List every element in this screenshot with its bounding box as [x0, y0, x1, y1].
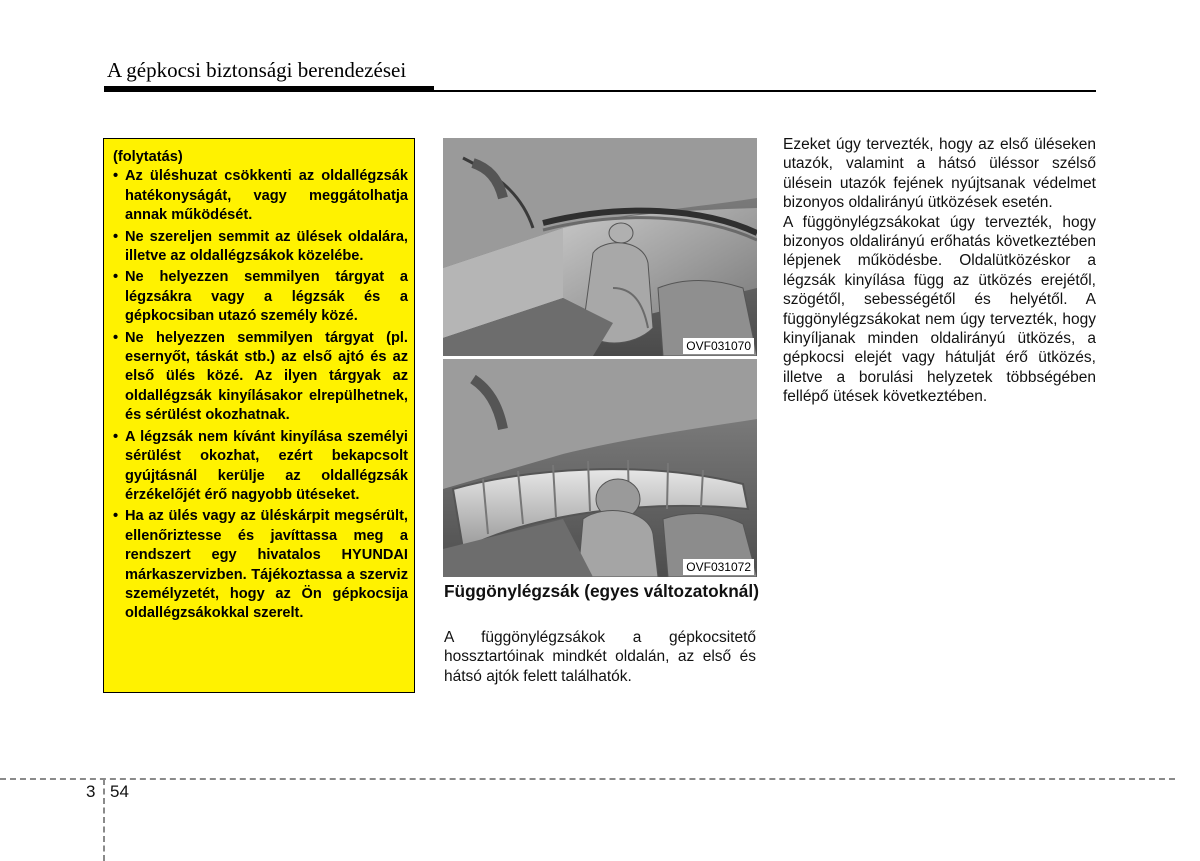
section-body: A függönylégzsákok a gépkocsitető hossztartóinak mindkét oldalán, az első és hátsó ajtók felett találhatók.: [444, 629, 756, 685]
page-number: 54: [110, 782, 129, 801]
paragraph: A függönylégzsákokat úgy tervezték, hogy bizonyos oldalirányú erőhatás következtében lépjenek működésbe. Oldalütközéskor a légzsák kinyílása függ az ütközés erejétől, szögétől, sebességétől és helyétől. A függönylégzsákokat nem úgy tervezték, hogy kinyíljanak minden oldalirányú ütközés, a gépkocsi elejét vagy hátulját érő ütközés, illetve a borulási helyzetek többségében fellépő ütések következtében.: [783, 213, 1096, 406]
bullet-icon: •: [113, 428, 119, 445]
header-rule: [104, 90, 1096, 92]
deployed-airbag-illustration: [443, 359, 757, 577]
warning-item-text: A légzsák nem kívánt kinyílása személyi sérülést okozhat, ezért bekapcsolt gyújtásnál kerülje az oldallégzsák érzékelőjét érő nagyobb ütéseket.: [125, 428, 408, 503]
warning-item-text: Ne helyezzen semmilyen tárgyat a légzsákra vagy a légzsák és a gépkocsiban utazó személy közé.: [125, 269, 408, 325]
section-heading: Függönylégzsák (egyes változatoknál): [444, 581, 759, 601]
bullet-icon: •: [113, 329, 119, 346]
chapter-number: 3: [86, 782, 96, 801]
image-code: OVF031070: [683, 338, 754, 354]
warning-item: [113, 507, 408, 623]
bullet-icon: •: [113, 508, 119, 525]
warning-heading: (folytatás): [113, 149, 183, 165]
curtain-airbag-deployed-image: [443, 359, 757, 577]
warning-item: [113, 329, 408, 426]
paragraph: Ezeket úgy tervezték, hogy az első üléseken utazók, valamint a hátsó üléssor szélső ülésein utazók fejének nyújtsanak védelmet bizonyos oldalirányú ütközések esetén.: [783, 136, 1096, 212]
warning-item-text: Az üléshuzat csökkenti az oldallégzsák hatékonyságát, vagy meggátolhatja annak működését.: [125, 168, 408, 224]
bullet-icon: •: [113, 269, 119, 286]
page-header-title: A gépkocsi biztonsági berendezései: [107, 58, 407, 82]
bullet-icon: •: [113, 228, 119, 245]
footer-vertical-divider: [103, 779, 105, 861]
warning-item-text: Ne helyezzen semmilyen tárgyat (pl. esernyőt, táskát stb.) az első ajtó és az első ülés közé. Az ilyen tárgyak az oldallégzsák kinyílásakor elrepülhetnek, és sérülést okozhatnak.: [125, 329, 408, 424]
warning-list: [113, 167, 408, 623]
warning-box: [103, 138, 415, 693]
car-interior-illustration: [443, 138, 757, 356]
right-column-text: [783, 135, 1096, 407]
footer-divider: [0, 778, 1175, 780]
warning-item: [113, 167, 408, 225]
warning-item: [113, 228, 408, 267]
bullet-icon: •: [113, 168, 119, 185]
image-code: OVF031072: [683, 559, 754, 575]
curtain-airbag-location-image: [443, 138, 757, 356]
warning-item: [113, 268, 408, 326]
warning-item: [113, 428, 408, 506]
warning-item-text: Ne szereljen semmit az ülések oldalára, illetve az oldallégzsákok közelébe.: [125, 228, 408, 265]
warning-item-text: Ha az ülés vagy az üléskárpit megsérült, ellenőriztesse és javíttassa meg a rendszert egy hivatalos HYUNDAI márkaszervizben. Tájékoztassa a szerviz személyzetét, hogy az Ön gépkocsija oldallégzsákokkal szerelt.: [125, 508, 408, 622]
